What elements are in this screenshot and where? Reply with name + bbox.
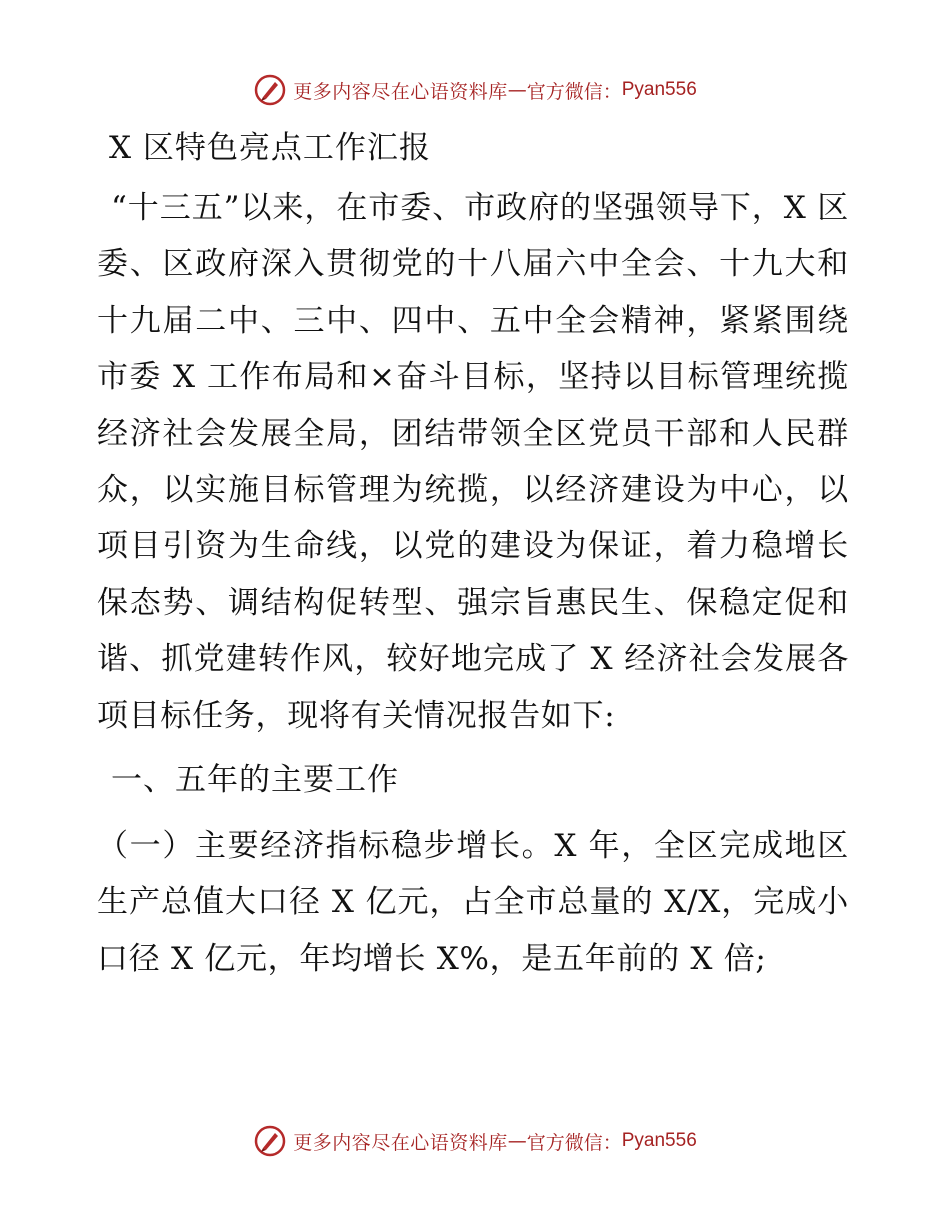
watermark-footer — [0, 1121, 950, 1161]
document-body — [97, 120, 857, 987]
watermark-dash: — — [507, 79, 527, 101]
quill-logo-icon — [253, 73, 287, 107]
intro-paragraph — [97, 180, 849, 744]
watermark-id: Pyan556 — [621, 1130, 697, 1151]
intro-text: “十三五”以来，在市委、市政府的坚强领导下，X 区委、区政府深入贯彻党的十八届六中全会、十九大和十九届二中、三中、四中、五中全会精神，紧紧围绕市委 X 工作布局和×奋斗目标，坚持以目标管理统揽经济社会发展全局，团结带领全区党员干部和人民群众，以实施目标管理为统揽，以经济建设为中心，以项目引资为生命线，以党的建设为保证，着力稳增长保态势、调结构促转型、强宗旨惠民生、保稳定促和谐、抓党建转作风，较好地完成了 X 经济社会发展各项目标任务，现将有关情况报告如下: — [97, 190, 849, 734]
quill-logo-icon — [253, 1124, 287, 1158]
section-heading: 一、五年的主要工作 — [111, 762, 399, 799]
watermark-sub-text: 官方微信： — [526, 80, 622, 103]
watermark-dash: — — [507, 1130, 527, 1152]
watermark-id: Pyan556 — [621, 79, 697, 100]
subsection-text: （一）主要经济指标稳步增长。X 年，全区完成地区生产总值大口径 X 亿元，占全市总量的 X/X，完成小口径 X 亿元，年均增长 X%，是五年前的 X 倍; — [97, 828, 849, 977]
watermark-header — [0, 70, 950, 110]
subsection-paragraph — [97, 818, 849, 987]
watermark-main-text: 更多内容尽在心语资料库 — [293, 80, 508, 103]
watermark-main-text: 更多内容尽在心语资料库 — [293, 1131, 508, 1154]
watermark-sub-text: 官方微信： — [526, 1131, 622, 1154]
document-title: X 区特色亮点工作汇报 — [109, 130, 431, 166]
